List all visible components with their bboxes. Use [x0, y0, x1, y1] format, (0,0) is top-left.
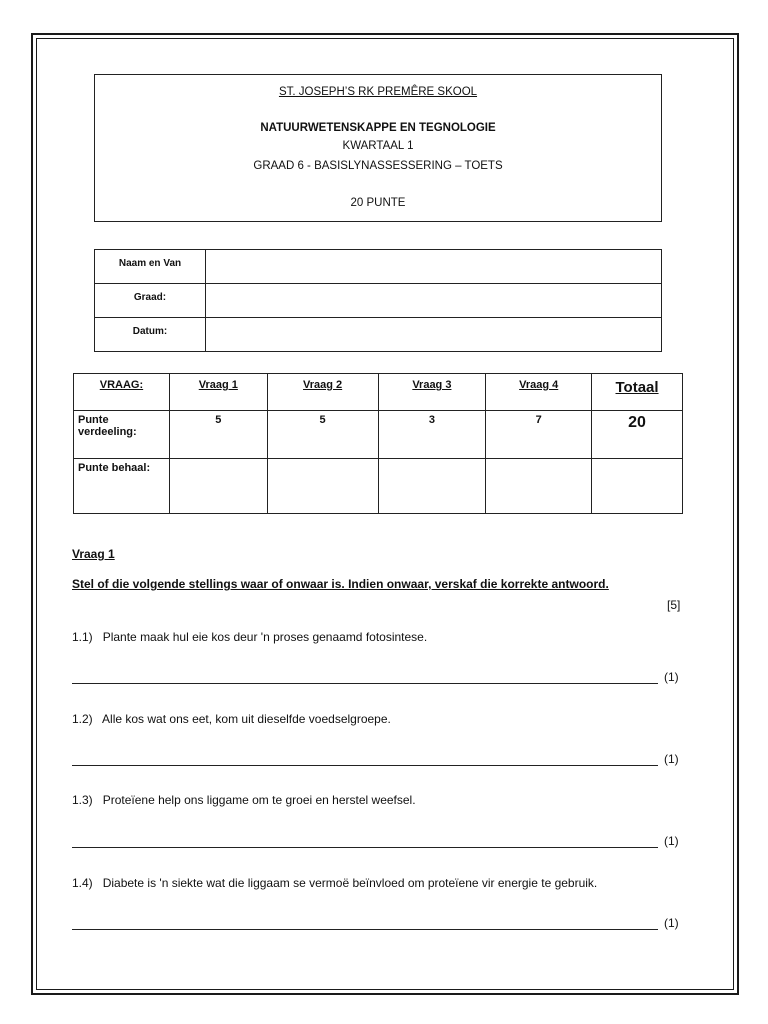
student-info-table [94, 249, 662, 352]
question-marks: (1) [664, 670, 679, 684]
question-marks: (1) [664, 752, 679, 766]
term-label: KWARTAAL 1 [342, 140, 414, 152]
question-1-instruction: Stel of die volgende stellings waar of onwaar is. Indien onwaar, verskaf die korrekte antwoord. [72, 577, 609, 591]
score-header-vraag-2: Vraag 2 [267, 374, 378, 411]
question-marks: (1) [664, 916, 679, 930]
subject-title: NATUURWETENSKAPPE EN TEGNOLOGIE [260, 122, 496, 134]
date-row [95, 318, 662, 352]
distribution-vraag-2: 5 [267, 411, 378, 459]
question-1-title: Vraag 1 [72, 547, 115, 561]
question-item [72, 793, 416, 807]
question-number: 1.1) [72, 630, 93, 644]
score-table [73, 373, 683, 514]
name-label: Naam en Van [95, 250, 206, 284]
school-name: ST. JOSEPH’S RK PREMÊRE SKOOL [278, 86, 478, 98]
answer-line[interactable] [72, 847, 658, 848]
total-points: 20 PUNTE [350, 197, 406, 209]
distribution-vraag-1: 5 [169, 411, 267, 459]
distribution-label-line-1: Punte [78, 414, 109, 426]
score-header-vraag-1: Vraag 1 [169, 374, 267, 411]
achieved-vraag-2[interactable] [267, 459, 378, 514]
distribution-label [74, 411, 170, 459]
date-label: Datum: [95, 318, 206, 352]
distribution-total: 20 [592, 411, 683, 459]
score-header-vraag-3: Vraag 3 [378, 374, 486, 411]
question-item [72, 712, 391, 726]
grade-field[interactable] [206, 284, 662, 318]
question-1-total-marks: [5] [667, 598, 681, 612]
achieved-vraag-3[interactable] [378, 459, 486, 514]
achieved-vraag-1[interactable] [169, 459, 267, 514]
grade-row [95, 284, 662, 318]
score-header-vraag-4: Vraag 4 [486, 374, 592, 411]
question-marks: (1) [664, 834, 679, 848]
header-box [94, 74, 662, 222]
achieved-label: Punte behaal: [74, 459, 170, 514]
question-number: 1.4) [72, 876, 93, 890]
question-item [72, 630, 427, 644]
question-number: 1.2) [72, 712, 93, 726]
achieved-total[interactable] [592, 459, 683, 514]
question-text: Proteïene help ons liggame om te groei en herstel weefsel. [102, 793, 416, 807]
name-field[interactable] [206, 250, 662, 284]
distribution-label-line-2: verdeeling: [78, 426, 137, 438]
date-field[interactable] [206, 318, 662, 352]
question-text: Diabete is 'n siekte wat die liggaam se vermoë beïnvloed om proteïene vir energie te gebruik. [102, 876, 598, 890]
distribution-vraag-4: 7 [486, 411, 592, 459]
score-header-row [74, 374, 683, 411]
question-number: 1.3) [72, 793, 93, 807]
score-achieved-row [74, 459, 683, 514]
grade-label: Graad: [95, 284, 206, 318]
answer-line[interactable] [72, 765, 658, 766]
question-item [72, 876, 597, 890]
score-header-vraag: VRAAG: [74, 374, 170, 411]
answer-line[interactable] [72, 683, 658, 684]
question-text: Alle kos wat ons eet, kom uit dieselfde voedselgroepe. [102, 712, 391, 726]
score-header-totaal: Totaal [592, 374, 683, 411]
assessment-title: GRAAD 6 - BASISLYNASSESSERING – TOETS [253, 160, 503, 172]
distribution-vraag-3: 3 [378, 411, 486, 459]
question-text: Plante maak hul eie kos deur 'n proses genaamd fotosintese. [102, 630, 428, 644]
answer-line[interactable] [72, 929, 658, 930]
name-row [95, 250, 662, 284]
achieved-vraag-4[interactable] [486, 459, 592, 514]
score-distribution-row [74, 411, 683, 459]
